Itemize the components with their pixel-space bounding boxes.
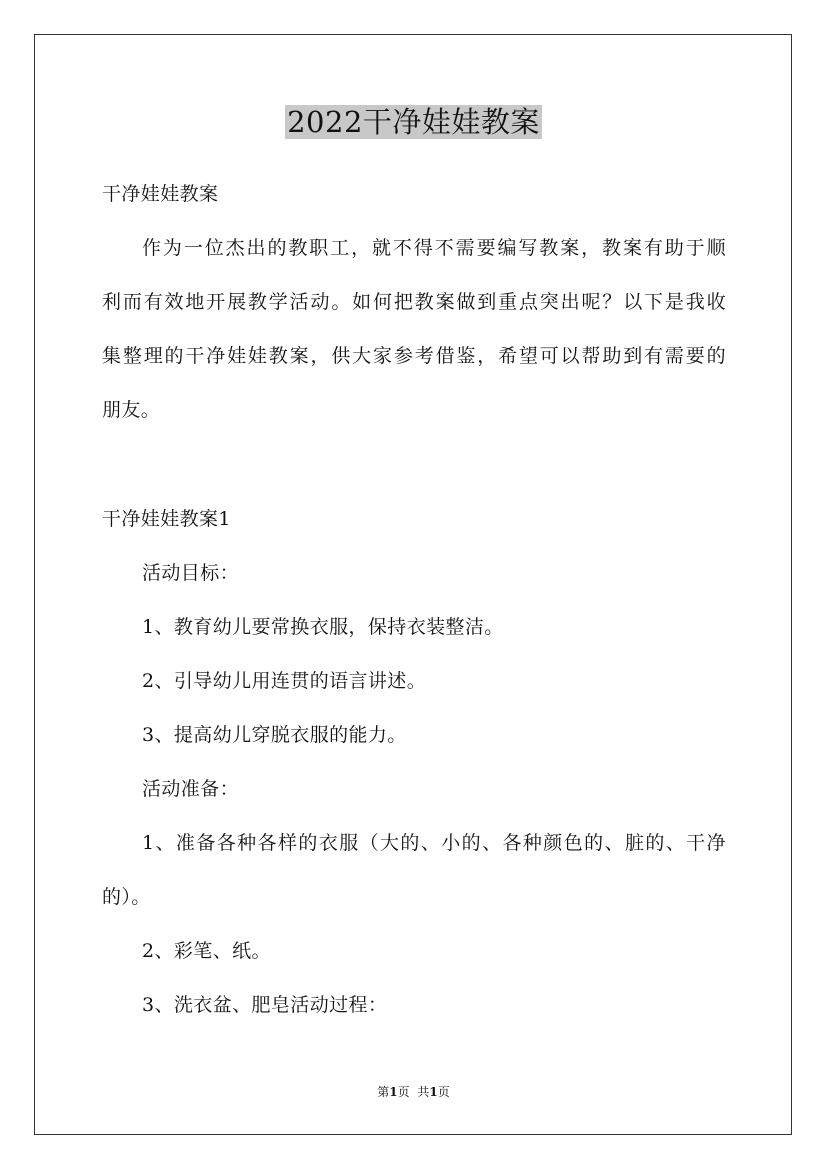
goals-label: 活动目标： (142, 562, 240, 584)
intro-line-1: 作为一位杰出的教职工，就不得不需要编写教案，教案有助于顺 (142, 237, 726, 259)
footer-total-prefix: 共 (417, 1085, 430, 1099)
footer-total-pages: 1 (429, 1085, 438, 1099)
goal-item-3: 3、提高幼儿穿脱衣服的能力。 (142, 724, 407, 746)
page-footer (0, 1083, 827, 1101)
document-subtitle: 干净娃娃教案 (102, 183, 219, 205)
section-heading: 干净娃娃教案1 (102, 508, 231, 530)
document-title (0, 102, 827, 142)
prep-item-1-line-2: 的）。 (102, 886, 151, 908)
document-title-text: 2022干净娃娃教案 (287, 105, 540, 139)
footer-total-unit: 页 (437, 1085, 450, 1099)
prep-item-3: 3、洗衣盆、肥皂活动过程： (142, 994, 388, 1016)
prep-label: 活动准备： (142, 778, 240, 800)
intro-line-4: 朋友。 (102, 399, 161, 421)
footer-prefix: 第 (377, 1085, 390, 1099)
footer-page-unit: 页 (397, 1085, 410, 1099)
prep-item-2: 2、彩笔、纸。 (142, 940, 271, 962)
intro-line-2: 利而有效地开展教学活动。如何把教案做到重点突出呢？以下是我收 (102, 291, 726, 313)
goal-item-1: 1、教育幼儿要常换衣服，保持衣装整洁。 (142, 616, 504, 638)
footer-page-number: 1 (389, 1085, 398, 1099)
goal-item-2: 2、引导幼儿用连贯的语言讲述。 (142, 670, 427, 692)
prep-item-1-line-1: 1、准备各种各样的衣服（大的、小的、各种颜色的、脏的、干净 (142, 832, 726, 854)
intro-line-3: 集整理的干净娃娃教案，供大家参考借鉴，希望可以帮助到有需要的 (102, 345, 726, 367)
